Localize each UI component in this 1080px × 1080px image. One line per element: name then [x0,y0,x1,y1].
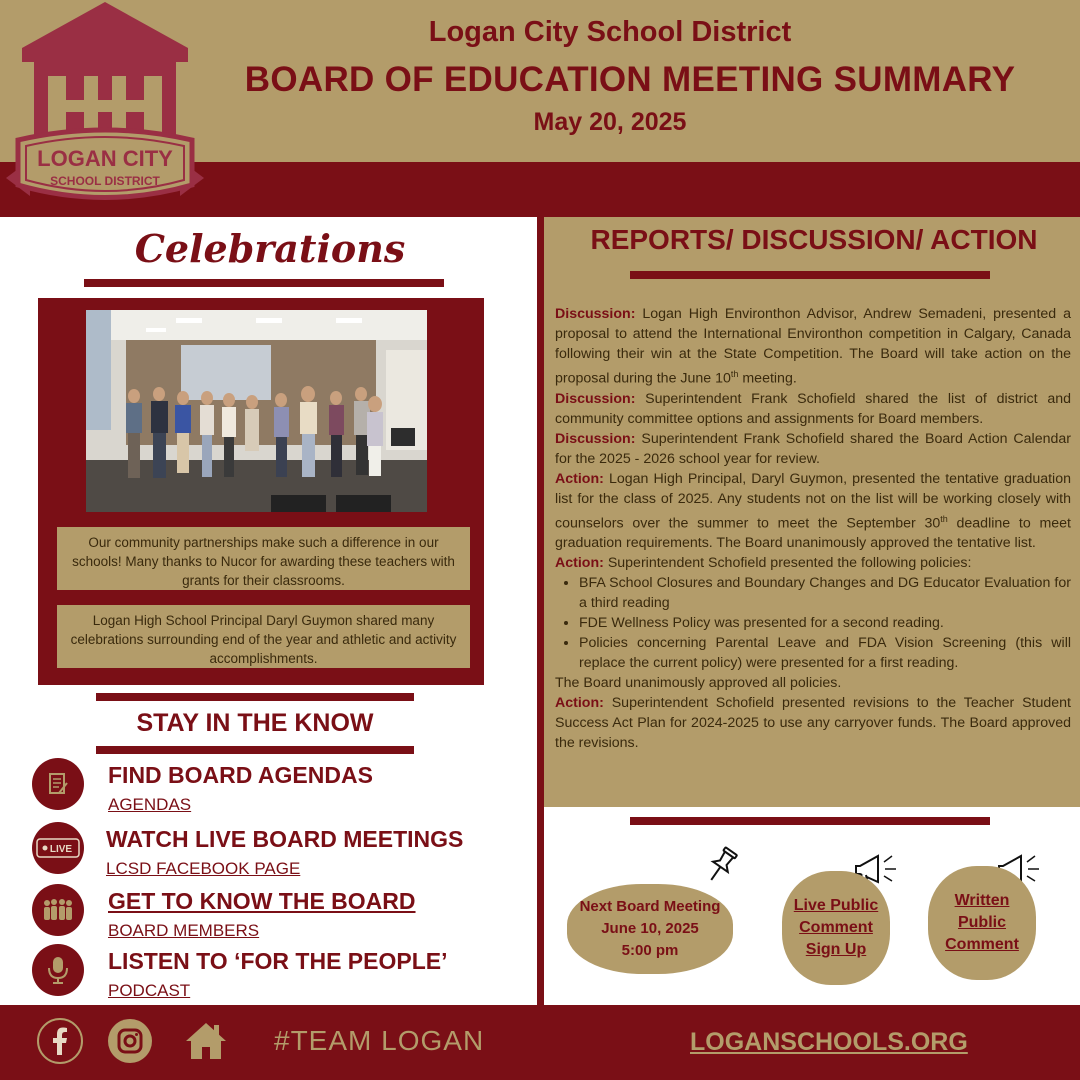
next-meeting-date: June 10, 2025 [601,920,699,937]
logo-text-sub: SCHOOL DISTRICT [50,174,160,188]
report-item: Action: Superintendent Schofield presented the following policies: [555,555,972,572]
next-meeting-badge [567,884,733,974]
report-item: Discussion: Logan High Environthon Advisor, Andrew Semadeni, presented a proposal to attend the International Environthon competition in Calgary, Canada following their win at the State Competition. The Board will take action on the proposal during the June 10th meeting. [555,306,1071,387]
policy-list [579,573,1071,673]
logo-text-main: LOGAN CITY [37,146,173,171]
written-comment-line: Comment [945,936,1019,953]
find-agendas-title: FIND BOARD AGENDAS [108,762,373,788]
live-icon [32,822,84,874]
podcast-link[interactable]: PODCAST [108,981,191,1000]
home-icon[interactable] [182,1017,230,1065]
podcast-item [30,944,530,1004]
report-item: Discussion: Superintendent Frank Schofield shared the list of district and community committee options and assignments for Board members. [555,390,1071,427]
stay-rule-bottom [96,746,414,754]
pushpin-icon [700,845,742,887]
written-comment-line: Public [957,914,1006,931]
report-item: Action: Logan High Principal, Daryl Guymon, presented the tentative graduation list for the class of 2025. Any students not on the list will be working closely with counselors over the summer to meet the September 30th deadline to meet graduation requirements. The Board unanimously approved the tentative list. [555,470,1071,552]
instagram-icon[interactable] [106,1017,154,1065]
report-item: Discussion: Superintendent Frank Schofield shared the Board Action Calendar for the 2025 - 2026 school year for review. [555,430,1071,467]
people-icon [32,884,84,936]
stay-heading: STAY IN THE KNOW [136,709,374,737]
next-meeting-time: 5:00 pm [621,942,679,959]
district-logo [0,0,210,215]
meeting-date: May 20, 2025 [533,108,687,136]
agendas-link[interactable]: AGENDAS [108,795,192,814]
celebrations-heading: Celebrations [134,226,406,271]
meeting-rule [630,817,990,825]
report-item: The Board unanimously approved all policies. [555,675,842,692]
policy-item: • Policies concerning Parental Leave and FDA Vision Screening (this will replace the current policy) were presented for a first reading. [579,633,1071,673]
report-body [555,304,1071,753]
website-link[interactable]: LOGANSCHOOLS.ORG [690,1028,968,1056]
caption-nucor: Our community partnerships make such a difference in our schools! Many thanks to Nucor for awarding these teachers with grants for their classrooms. [57,527,470,590]
policy-item: • FDE Wellness Policy was presented for a second reading. [579,613,1071,633]
reports-rule [630,271,990,279]
written-comment-line: Written [954,892,1010,909]
facebook-page-link[interactable]: LCSD FACEBOOK PAGE [106,859,301,878]
next-meeting-label: Next Board Meeting [579,898,721,915]
live-comment-line: Live Public [793,897,879,914]
report-item: Action: Superintendent Schofield presented revisions to the Teacher Student Success Act Plan for 2024-2025 to use any carryover funds. The Board approved the revisions. [555,695,1071,752]
find-agendas-item [30,758,530,818]
microphone-icon [32,944,84,996]
page-title: BOARD OF EDUCATION MEETING SUMMARY [244,60,1016,99]
policy-item: • BFA School Closures and Boundary Changes and DG Educator Evaluation for a third reading [579,573,1071,613]
agenda-icon [32,758,84,810]
facebook-icon[interactable] [36,1017,84,1065]
team-hashtag: #TEAM LOGAN [274,1025,485,1056]
district-name: Logan City School District [428,16,792,48]
board-members-link[interactable]: BOARD MEMBERS [108,921,260,940]
live-comment-line: Sign Up [805,941,867,958]
caption-principal: Logan High School Principal Daryl Guymon shared many celebrations surrounding end of the year and athletic and activity accomplishments. [57,605,470,668]
celebrations-rule [84,279,444,287]
know-board-title[interactable]: GET TO KNOW THE BOARD [108,888,416,914]
written-comment-button[interactable] [928,866,1036,980]
live-comment-line: Comment [799,919,873,936]
column-divider [537,217,544,1005]
celebration-photo [86,310,427,512]
podcast-title: LISTEN TO ‘FOR THE PEOPLE’ [108,948,448,974]
stay-rule-top [96,693,414,701]
watch-live-item [30,822,530,882]
know-board-item [30,884,530,944]
live-comment-button[interactable] [782,871,890,985]
reports-heading: REPORTS/ DISCUSSION/ ACTION [590,224,1038,255]
watch-live-title: WATCH LIVE BOARD MEETINGS [106,826,464,852]
live-icon-text: LIVE [49,844,73,855]
